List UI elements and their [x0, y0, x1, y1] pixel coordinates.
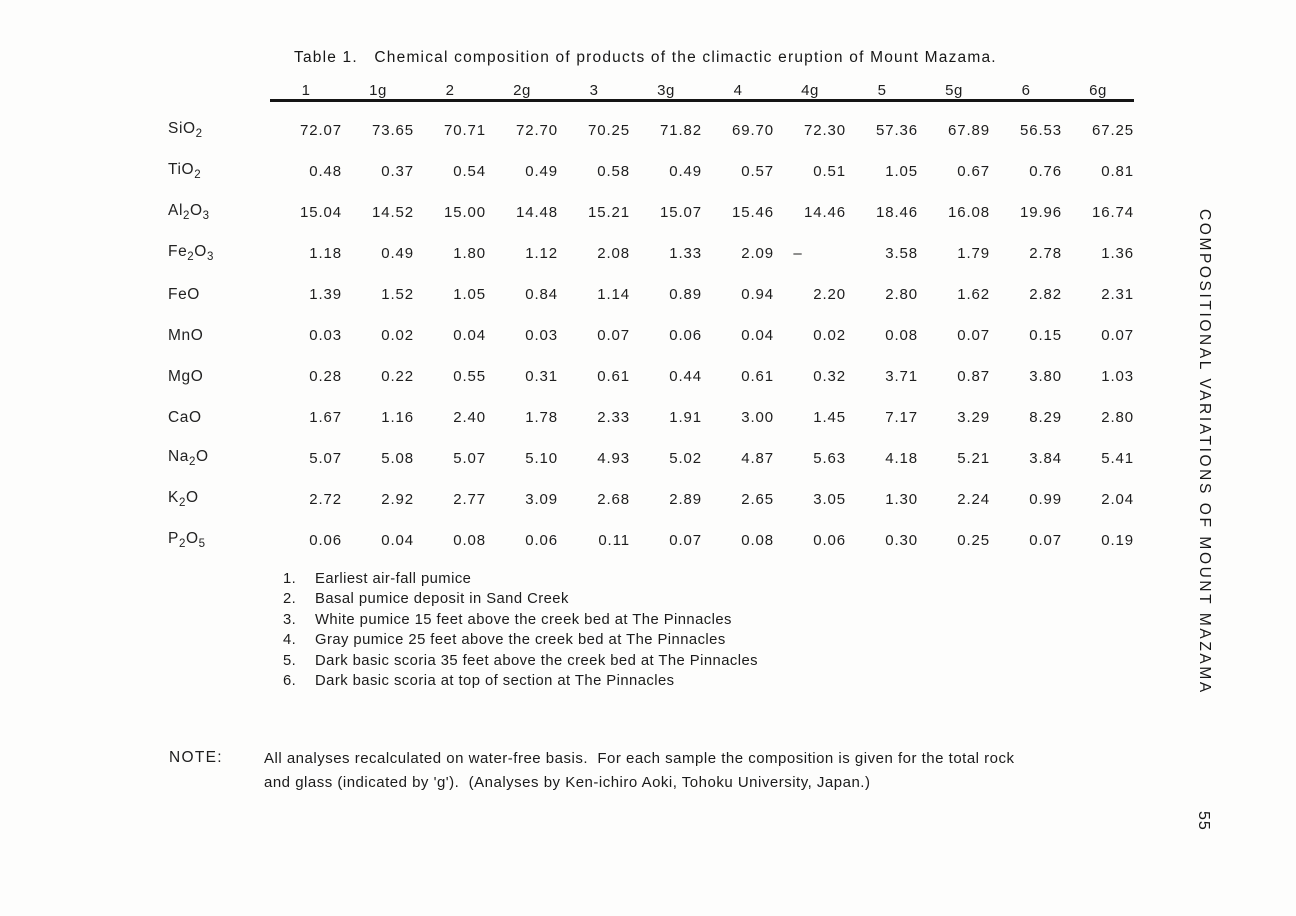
value-cell: 5.08 — [381, 450, 414, 467]
value-cell: 1.67 — [309, 409, 342, 426]
column-header-5g: 5g — [918, 82, 990, 101]
table-row — [168, 151, 1134, 192]
footnote-number: 1. — [283, 571, 297, 587]
value-cell: 0.07 — [1101, 327, 1134, 344]
value-cell: 72.70 — [515, 122, 558, 139]
column-header-6: 6 — [990, 82, 1062, 101]
row-label: $Al_2O_3$ — [168, 202, 210, 223]
page-number: 55 — [1195, 811, 1212, 831]
column-header-5: 5 — [846, 82, 918, 101]
value-cell: 2.78 — [1029, 245, 1062, 262]
table-row — [168, 233, 1134, 274]
column-header-1g: 1g — [342, 82, 414, 101]
value-cell: 2.09 — [741, 245, 774, 262]
value-cell: 5.10 — [525, 450, 558, 467]
value-cell: 2.65 — [741, 491, 774, 508]
value-cell: 2.92 — [381, 491, 414, 508]
table-row — [168, 192, 1134, 233]
value-cell: 1.39 — [309, 286, 342, 303]
value-cell: 15.07 — [659, 204, 702, 221]
value-cell: 0.55 — [453, 368, 486, 385]
value-cell: 0.49 — [525, 163, 558, 180]
table-row — [168, 274, 1134, 315]
value-cell: 72.07 — [299, 122, 342, 139]
table-row — [168, 356, 1134, 397]
value-cell: 0.07 — [669, 532, 702, 549]
value-cell: 0.08 — [885, 327, 918, 344]
row-label: $P_2O_5$ — [168, 530, 206, 551]
value-cell: 3.84 — [1029, 450, 1062, 467]
row-label: SiO$_2$ — [168, 119, 203, 140]
value-cell: 15.04 — [299, 204, 342, 221]
value-cell: 2.04 — [1101, 491, 1134, 508]
value-cell: 1.12 — [525, 245, 558, 262]
value-cell: 14.52 — [371, 204, 414, 221]
value-cell: 2.33 — [597, 409, 630, 426]
value-cell: 2.68 — [597, 491, 630, 508]
footnote-text: Dark basic scoria at top of section at The Pinnacles — [315, 672, 675, 689]
value-cell: 19.96 — [1019, 204, 1062, 221]
value-cell: 1.33 — [669, 245, 702, 262]
footnote-text: Earliest air-fall pumice — [315, 571, 472, 587]
value-cell: 0.44 — [669, 368, 702, 385]
value-cell: 2.20 — [813, 286, 846, 303]
value-cell: 0.04 — [381, 532, 414, 549]
value-cell: 2.31 — [1101, 286, 1134, 303]
value-cell: 4.87 — [741, 450, 774, 467]
value-cell: 0.07 — [1029, 532, 1062, 549]
footnote-item — [283, 571, 758, 591]
note-line-1: All analyses recalculated on water-free basis. For each sample the composition is given for the total rock — [264, 750, 1015, 767]
value-cell: 0.06 — [309, 532, 342, 549]
value-cell: 70.25 — [587, 122, 630, 139]
table-row — [168, 397, 1134, 438]
value-cell: 0.11 — [598, 532, 630, 549]
value-cell: 2.40 — [453, 409, 486, 426]
row-label: MnO — [168, 326, 204, 344]
value-cell: 71.82 — [659, 122, 702, 139]
value-cell: 0.67 — [957, 163, 990, 180]
value-cell: 2.77 — [453, 491, 486, 508]
value-cell: 16.08 — [947, 204, 990, 221]
sample-footnote-list — [283, 571, 758, 693]
row-label: $K_2O$ — [168, 489, 199, 510]
value-cell: 5.07 — [453, 450, 486, 467]
value-cell: 0.84 — [525, 286, 558, 303]
value-cell: 15.46 — [731, 204, 774, 221]
value-cell: 1.05 — [453, 286, 486, 303]
value-cell: 1.30 — [885, 491, 918, 508]
value-cell: 5.07 — [309, 450, 342, 467]
value-cell: 0.06 — [813, 532, 846, 549]
value-cell: 14.48 — [515, 204, 558, 221]
value-cell: 1.14 — [597, 286, 630, 303]
value-cell: 1.78 — [525, 409, 558, 426]
value-cell: 2.24 — [957, 491, 990, 508]
value-cell: 2.82 — [1029, 286, 1062, 303]
value-cell: 1.16 — [381, 409, 414, 426]
column-header-3g: 3g — [630, 82, 702, 101]
column-header-3: 3 — [558, 82, 630, 101]
value-cell: 0.89 — [669, 286, 702, 303]
value-cell: 1.05 — [885, 163, 918, 180]
value-cell: 7.17 — [885, 409, 918, 426]
footnote-text: White pumice 15 feet above the creek bed at The Pinnacles — [315, 611, 732, 628]
value-cell: 1.80 — [453, 245, 486, 262]
value-cell: 3.05 — [813, 491, 846, 508]
row-label: TiO$_2$ — [168, 161, 202, 182]
value-cell: 18.46 — [875, 204, 918, 221]
value-cell: 2.80 — [1101, 409, 1134, 426]
row-label: $Na_2O$ — [168, 448, 209, 469]
value-cell: 0.15 — [1029, 327, 1062, 344]
table-header — [168, 82, 1134, 101]
footnote-item — [283, 612, 758, 632]
value-cell: 0.51 — [813, 163, 846, 180]
value-cell: 15.00 — [443, 204, 486, 221]
value-cell: 72.30 — [803, 122, 846, 139]
value-cell: 0.48 — [309, 163, 342, 180]
value-cell: – — [793, 245, 803, 262]
running-head-vertical: COMPOSITIONAL VARIATIONS OF MOUNT MAZAMA — [1196, 209, 1213, 695]
footnote-number: 5. — [283, 652, 297, 669]
value-cell: 3.00 — [741, 409, 774, 426]
column-header-1: 1 — [270, 82, 342, 101]
value-cell: 0.81 — [1101, 163, 1134, 180]
value-cell: 70.71 — [443, 122, 486, 139]
value-cell: 4.18 — [885, 450, 918, 467]
value-cell: 5.63 — [813, 450, 846, 467]
value-cell: 0.06 — [525, 532, 558, 549]
table-row — [168, 479, 1134, 520]
row-label: $Fe_2O_3$ — [168, 243, 214, 264]
value-cell: 4.93 — [597, 450, 630, 467]
value-cell: 0.61 — [741, 368, 774, 385]
note-paragraph — [264, 747, 1015, 794]
value-cell: 0.94 — [741, 286, 774, 303]
value-cell: 5.02 — [669, 450, 702, 467]
column-header-2: 2 — [414, 82, 486, 101]
value-cell: 56.53 — [1019, 122, 1062, 139]
value-cell: 0.37 — [381, 163, 414, 180]
row-label-header — [168, 82, 270, 101]
value-cell: 1.18 — [309, 245, 342, 262]
row-label: CaO — [168, 408, 202, 426]
value-cell: 0.99 — [1029, 491, 1062, 508]
value-cell: 0.49 — [381, 245, 414, 262]
value-cell: 5.21 — [957, 450, 990, 467]
value-cell: 0.04 — [741, 327, 774, 344]
column-header-4g: 4g — [774, 82, 846, 101]
footnote-text: Dark basic scoria 35 feet above the creek bed at The Pinnacles — [315, 652, 759, 669]
value-cell: 0.58 — [597, 163, 630, 180]
value-cell: 0.02 — [813, 327, 846, 344]
footnote-number: 4. — [283, 632, 297, 649]
value-cell: 0.28 — [309, 368, 342, 385]
column-header-6g: 6g — [1062, 82, 1134, 101]
row-label: FeO — [168, 285, 200, 303]
footnote-item — [283, 591, 758, 611]
row-label: MgO — [168, 367, 204, 385]
value-cell: 73.65 — [371, 122, 414, 139]
value-cell: 0.07 — [597, 327, 630, 344]
value-cell: 0.22 — [381, 368, 414, 385]
value-cell: 0.08 — [453, 532, 486, 549]
value-cell: 0.57 — [741, 163, 774, 180]
table-row — [168, 520, 1134, 561]
footnote-item — [283, 632, 758, 652]
value-cell: 1.52 — [381, 286, 414, 303]
value-cell: 0.04 — [453, 327, 486, 344]
value-cell: 8.29 — [1029, 409, 1062, 426]
table-header-row — [168, 82, 1134, 101]
value-cell: 0.30 — [885, 532, 918, 549]
footnote-item — [283, 653, 758, 673]
value-cell: 2.89 — [669, 491, 702, 508]
value-cell: 16.74 — [1091, 204, 1134, 221]
column-header-4: 4 — [702, 82, 774, 101]
value-cell: 1.36 — [1101, 245, 1134, 262]
footnote-text: Gray pumice 25 feet above the creek bed at The Pinnacles — [315, 632, 726, 649]
composition-table — [168, 82, 1134, 561]
value-cell: 0.03 — [525, 327, 558, 344]
note-line-2: and glass (indicated by 'g'). (Analyses by Ken-ichiro Aoki, Tohoku University, Japan.) — [264, 773, 871, 791]
value-cell: 2.72 — [309, 491, 342, 508]
table-body — [168, 101, 1134, 562]
footnote-text: Basal pumice deposit in Sand Creek — [315, 591, 569, 608]
value-cell: 15.21 — [587, 204, 630, 221]
value-cell: 0.19 — [1101, 532, 1134, 549]
value-cell: 0.32 — [813, 368, 846, 385]
footnote-number: 2. — [283, 591, 297, 608]
value-cell: 67.25 — [1091, 122, 1134, 139]
value-cell: 0.61 — [597, 368, 630, 385]
value-cell: 3.58 — [885, 245, 918, 262]
value-cell: 67.89 — [947, 122, 990, 139]
value-cell: 3.80 — [1029, 368, 1062, 385]
footnote-number: 3. — [283, 611, 297, 628]
value-cell: 0.76 — [1029, 163, 1062, 180]
footnote-number: 6. — [283, 672, 297, 689]
value-cell: 0.49 — [669, 163, 702, 180]
value-cell: 0.31 — [525, 368, 558, 385]
value-cell: 0.25 — [957, 532, 990, 549]
value-cell: 0.06 — [669, 327, 702, 344]
value-cell: 2.08 — [597, 245, 630, 262]
value-cell: 1.03 — [1101, 368, 1134, 385]
value-cell: 5.41 — [1101, 450, 1134, 467]
value-cell: 1.45 — [813, 409, 846, 426]
value-cell: 3.09 — [525, 491, 558, 508]
value-cell: 0.87 — [957, 368, 990, 385]
value-cell: 0.08 — [741, 532, 774, 549]
value-cell: 2.80 — [885, 286, 918, 303]
value-cell: 0.02 — [381, 327, 414, 344]
table-row — [168, 315, 1134, 356]
table-caption: Table 1. Chemical composition of products of the climactic eruption of Mount Mazama. — [294, 49, 997, 66]
value-cell: 57.36 — [875, 122, 918, 139]
value-cell: 69.70 — [731, 122, 774, 139]
value-cell: 0.54 — [453, 163, 486, 180]
value-cell: 3.71 — [885, 368, 918, 385]
footnote-item — [283, 673, 758, 693]
column-header-2g: 2g — [486, 82, 558, 101]
value-cell: 1.91 — [669, 409, 702, 426]
value-cell: 3.29 — [957, 409, 990, 426]
table-row — [168, 101, 1134, 152]
value-cell: 1.62 — [957, 286, 990, 303]
value-cell: 0.07 — [957, 327, 990, 344]
value-cell: 0.03 — [309, 327, 342, 344]
value-cell: 14.46 — [803, 204, 846, 221]
table-row — [168, 438, 1134, 479]
note-label: NOTE: — [169, 749, 223, 766]
value-cell: 1.79 — [957, 245, 990, 262]
